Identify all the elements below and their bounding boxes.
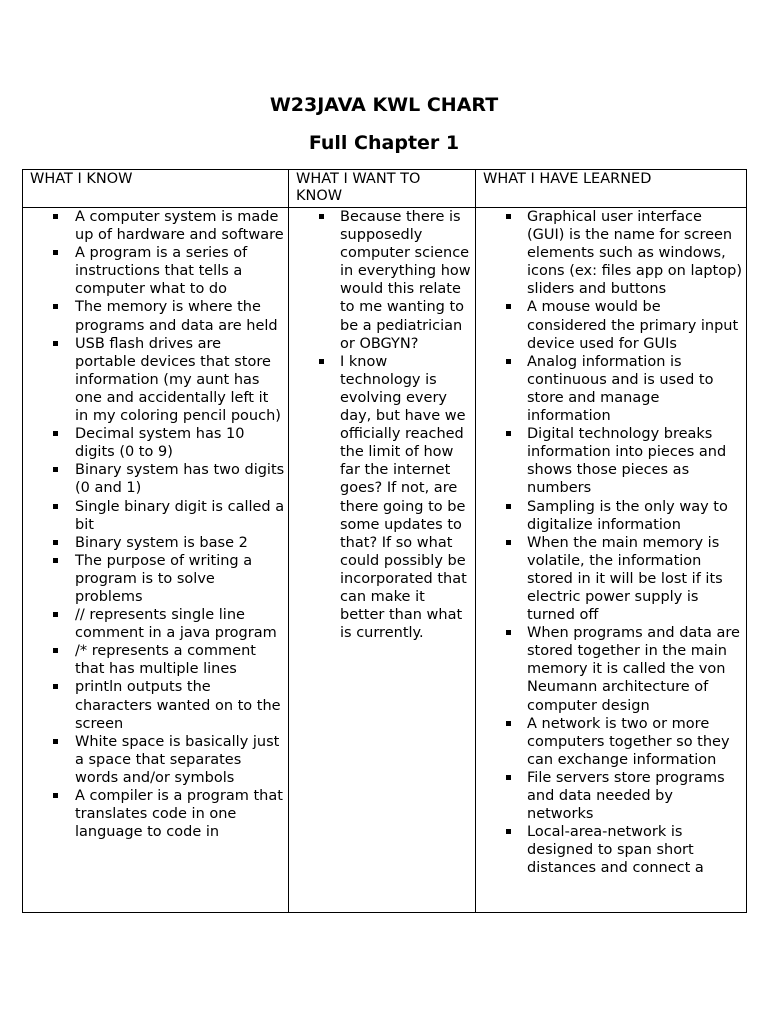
table-body-row bbox=[23, 208, 747, 913]
learned-item bbox=[476, 715, 746, 769]
column-header-know: WHAT I KNOW bbox=[23, 170, 289, 208]
list-item-text: A computer system is made up of hardware and software bbox=[75, 209, 284, 244]
list-item-text: Local-area-network is designed to span short distances and connect a bbox=[527, 824, 704, 877]
list-item-text: Because there is supposedly computer science in everything how would this relate to me wanting to be a pediatrician or OBGYN? bbox=[340, 209, 471, 352]
learned-item bbox=[476, 208, 746, 298]
bullet-icon bbox=[53, 250, 58, 255]
page-title: W23JAVA KWL CHART bbox=[269, 94, 499, 116]
list-item-text: Decimal system has 10 digits (0 to 9) bbox=[75, 426, 245, 461]
learned-item bbox=[476, 534, 746, 624]
list-item-text: A program is a series of instructions that tells a computer what to do bbox=[75, 245, 248, 298]
list-item-text: A compiler is a program that translates code in one language to code in bbox=[75, 788, 283, 841]
list-item-text: Binary system is base 2 bbox=[75, 534, 248, 551]
bullet-icon bbox=[506, 359, 511, 364]
list-item-text: White space is basically just a space that separates words and/or symbols bbox=[75, 733, 280, 786]
learned-item bbox=[476, 425, 746, 497]
bullet-icon bbox=[506, 214, 511, 219]
list-item-text: Sampling is the only way to digitalize information bbox=[527, 498, 728, 533]
list-item-text: A mouse would be considered the primary input device used for GUIs bbox=[527, 299, 739, 352]
know-item bbox=[23, 461, 288, 497]
know-item bbox=[23, 678, 288, 732]
bullet-icon bbox=[506, 504, 511, 509]
bullet-icon bbox=[506, 775, 511, 780]
learned-item bbox=[476, 498, 746, 534]
bullet-icon bbox=[53, 504, 58, 509]
bullet-icon bbox=[506, 829, 511, 834]
bullet-icon bbox=[506, 721, 511, 726]
bullet-icon bbox=[53, 739, 58, 744]
list-item-text: File servers store programs and data needed by networks bbox=[527, 769, 725, 823]
list-item-text: A network is two or more computers together so they can exchange information bbox=[527, 715, 730, 768]
bullet-icon bbox=[53, 304, 58, 309]
know-item bbox=[23, 534, 288, 552]
know-item bbox=[23, 552, 288, 606]
bullet-icon bbox=[319, 359, 324, 364]
learned-item bbox=[476, 823, 746, 877]
list-item-text: /* represents a comment that has multiple lines bbox=[75, 643, 256, 678]
bullet-icon bbox=[506, 540, 511, 545]
want-item bbox=[289, 353, 475, 643]
list-item-text: USB flash drives are portable devices that store information (my aunt has one and accidentally left it in my coloring pencil pouch) bbox=[75, 335, 281, 425]
know-item bbox=[23, 642, 288, 678]
list-item-text: When the main memory is volatile, the information stored in it will be lost if its electric power supply is turned off bbox=[527, 534, 723, 624]
learned-item bbox=[476, 769, 746, 823]
list-item-text: When programs and data are stored together in the main memory it is called the von Neumann architecture of computer design bbox=[527, 625, 740, 714]
bullet-icon bbox=[53, 793, 58, 798]
know-item bbox=[23, 425, 288, 461]
table-header-row bbox=[23, 170, 747, 208]
know-item bbox=[23, 498, 288, 534]
list-item-text: The memory is where the programs and data are held bbox=[75, 299, 278, 334]
list-item-text: println outputs the characters wanted on to the screen bbox=[75, 679, 281, 732]
bullet-icon bbox=[53, 214, 58, 219]
bullet-icon bbox=[53, 612, 58, 617]
list-item-text: Binary system has two digits (0 and 1) bbox=[75, 462, 285, 497]
bullet-icon bbox=[506, 431, 511, 436]
page-subtitle: Full Chapter 1 bbox=[308, 132, 460, 154]
learned-list bbox=[476, 208, 746, 877]
bullet-icon bbox=[53, 540, 58, 545]
know-item bbox=[23, 298, 288, 334]
list-item-text: I know technology is evolving every day, but have we officially reached the limit of how far the internet goes? If not, are there going to be some updates to that? If so what could possibly be incorporated that can make it better than what is currently. bbox=[340, 353, 467, 642]
list-item-text: The purpose of writing a program is to solve problems bbox=[75, 552, 253, 605]
know-item bbox=[23, 335, 288, 425]
know-item bbox=[23, 606, 288, 642]
want-list bbox=[289, 208, 475, 642]
bullet-icon bbox=[53, 431, 58, 436]
bullet-icon bbox=[53, 684, 58, 689]
bullet-icon bbox=[319, 214, 324, 219]
know-item bbox=[23, 208, 288, 244]
bullet-icon bbox=[506, 304, 511, 309]
list-item-text: Analog information is continuous and is used to store and manage information bbox=[527, 353, 714, 425]
know-item bbox=[23, 787, 288, 841]
know-item bbox=[23, 733, 288, 787]
kwl-table bbox=[22, 169, 747, 913]
list-item-text: Graphical user interface (GUI) is the name for screen elements such as windows, icons (ex: files app on laptop) sliders and buttons bbox=[527, 209, 742, 298]
know-list bbox=[23, 208, 288, 841]
learned-item bbox=[476, 353, 746, 425]
bullet-icon bbox=[53, 341, 58, 346]
bullet-icon bbox=[53, 648, 58, 653]
know-item bbox=[23, 244, 288, 298]
bullet-icon bbox=[506, 630, 511, 635]
want-item bbox=[289, 208, 475, 353]
bullet-icon bbox=[53, 558, 58, 563]
learned-item bbox=[476, 298, 746, 352]
list-item-text: Digital technology breaks information into pieces and shows those pieces as numbers bbox=[527, 426, 727, 497]
learned-cell bbox=[476, 208, 747, 913]
bullet-icon bbox=[53, 467, 58, 472]
want-cell bbox=[289, 208, 476, 913]
learned-item bbox=[476, 624, 746, 714]
list-item-text: // represents single line comment in a java program bbox=[75, 607, 277, 642]
know-cell bbox=[23, 208, 289, 913]
column-header-learned: WHAT I HAVE LEARNED bbox=[476, 170, 747, 208]
list-item-text: Single binary digit is called a bit bbox=[75, 498, 285, 533]
column-header-want: WHAT I WANT TO KNOW bbox=[289, 170, 476, 208]
